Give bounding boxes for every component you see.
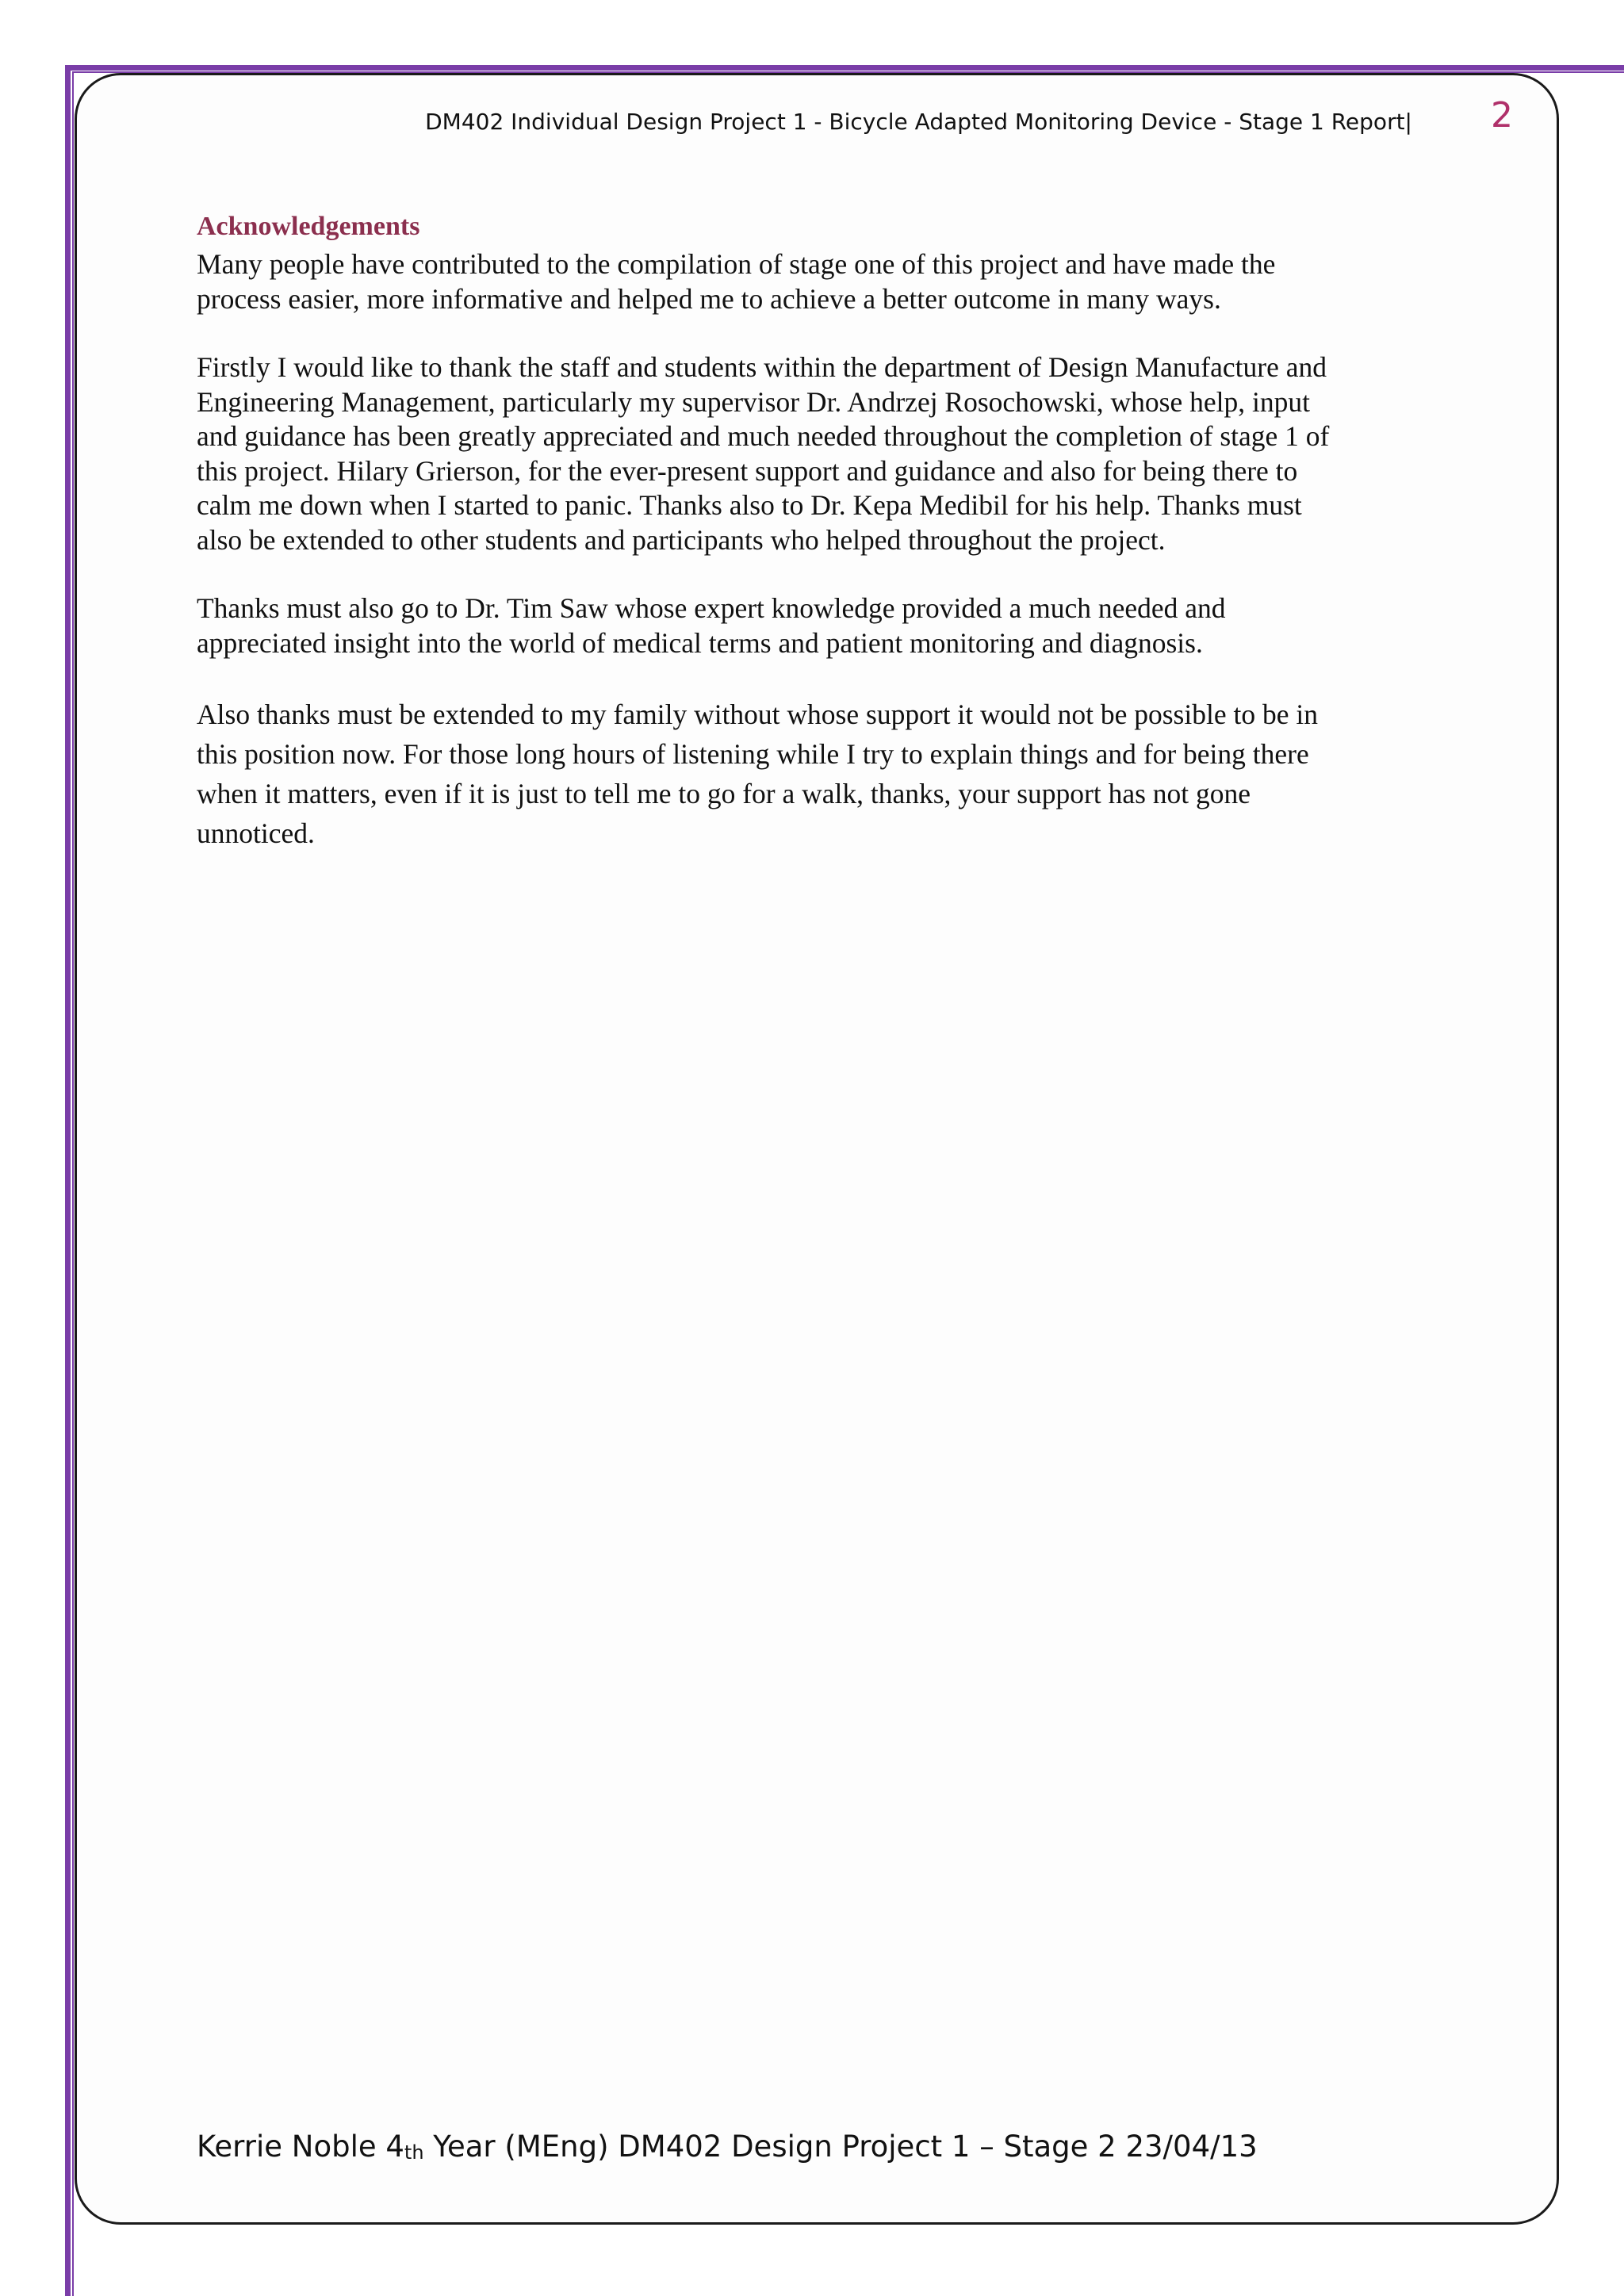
running-header: DM402 Individual Design Project 1 - Bicycle Adapted Monitoring Device - Stage 1 Report| bbox=[425, 109, 1412, 135]
paragraph-4: Also thanks must be extended to my family without whose support it would not be possible to be in this position now. For those long hours of listening while I try to explain things and for being there when it matters, even if it is just to tell me to go for a walk, thanks, your support has not gone unnoticed. bbox=[197, 698, 1318, 849]
acknowledgements-section bbox=[197, 211, 1418, 887]
paragraph-3: Thanks must also go to Dr. Tim Saw whose expert knowledge provided a much needed and appreciated insight into the world of medical terms and patient monitoring and diagnosis. bbox=[197, 592, 1226, 659]
footer-details: Year (MEng) DM402 Design Project 1 – Stage 2 23/04/13 bbox=[423, 2130, 1258, 2164]
page-number: 2 bbox=[1491, 95, 1513, 136]
paragraph-2: Firstly I would like to thank the staff and students within the department of Design Manufacture and Engineering Management, particularly my supervisor Dr. Andrzej Rosochowski, whose help, input and guidance has been greatly appreciated and much needed throughout the completion of stage 1 of this project. Hilary Grierson, for the ever-present support and guidance and also for being there to calm me down when I started to panic. Thanks also to Dr. Kepa Medibil for his help. Thanks must also be extended to other students and participants who helped throughout the project. bbox=[197, 351, 1330, 556]
page-footer bbox=[197, 2130, 1258, 2164]
paragraph-1: Many people have contributed to the compilation of stage one of this project and have made the process easier, more informative and helped me to achieve a better outcome in many ways. bbox=[197, 248, 1276, 315]
section-heading: Acknowledgements bbox=[197, 212, 420, 241]
footer-superscript: th bbox=[404, 2141, 424, 2164]
footer-author: Kerrie Noble 4 bbox=[197, 2130, 404, 2164]
